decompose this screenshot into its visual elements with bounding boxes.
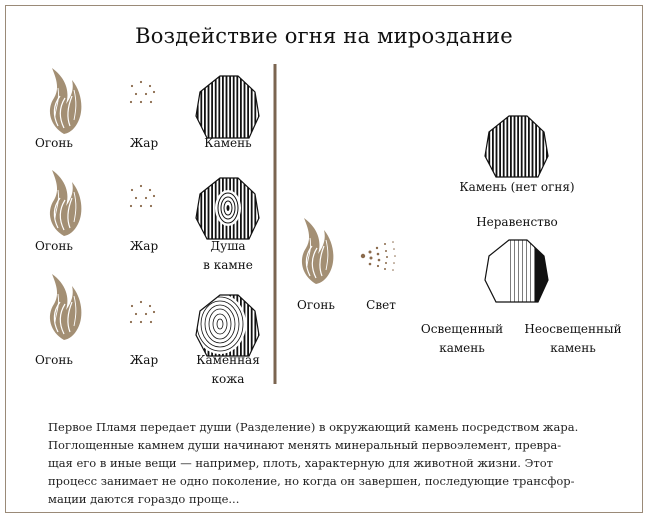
unlit-stone-label-line1: Неосвещенный bbox=[524, 322, 622, 336]
stone-skin-icon bbox=[194, 294, 259, 356]
inequality-label: Неравенство bbox=[476, 215, 558, 229]
fire-label: Огонь bbox=[35, 353, 73, 367]
fire-icon bbox=[302, 218, 333, 284]
paragraph-line: щая его в иные вещи — например, плоть, характерную для животной жизни. Этот bbox=[48, 456, 554, 470]
light-spray-icon bbox=[361, 241, 396, 271]
lit-stone-label-line2: камень bbox=[439, 341, 485, 355]
fire-icon bbox=[50, 170, 81, 236]
heat-label: Жар bbox=[129, 136, 159, 150]
stone-no-fire-label: Камень (нет огня) bbox=[459, 180, 575, 194]
unlit-stone-label-line2: камень bbox=[550, 341, 596, 355]
paragraph-line: Поглощенные камнем души начинают менять минеральный первоэлемент, превра- bbox=[48, 438, 562, 452]
light-label: Свет bbox=[366, 298, 396, 312]
stone-no-fire-icon bbox=[485, 116, 548, 177]
fire-icon bbox=[50, 274, 81, 340]
soul-in-stone-label-line2: в камне bbox=[203, 258, 253, 272]
stone-skin-label-line2: кожа bbox=[211, 372, 245, 386]
heat-dots-icon bbox=[130, 185, 155, 207]
stone-skin-label-line1: Каменная bbox=[196, 353, 260, 367]
soul-in-stone-icon bbox=[196, 178, 259, 239]
paragraph-line: процесс занимает не одно поколение, но когда он завершен, последующие трансфор- bbox=[48, 474, 575, 488]
heat-dots-icon bbox=[130, 81, 155, 103]
fire-icon bbox=[50, 68, 81, 134]
fire-label: Огонь bbox=[35, 136, 73, 150]
stone-label: Камень bbox=[204, 136, 252, 150]
heat-label: Жар bbox=[129, 353, 159, 367]
fire-label: Огонь bbox=[297, 298, 335, 312]
diagram-title: Воздействие огня на мироздание bbox=[135, 24, 513, 48]
fire-label: Огонь bbox=[35, 239, 73, 253]
description-paragraph bbox=[48, 418, 633, 508]
heat-label: Жар bbox=[129, 239, 159, 253]
lit-unlit-stone-icon bbox=[484, 238, 550, 304]
paragraph-line: мации даются гораздо проще... bbox=[48, 492, 240, 506]
stone-icon bbox=[196, 76, 259, 138]
diagram-frame bbox=[5, 5, 643, 513]
soul-in-stone-label-line1: Душа bbox=[210, 239, 246, 253]
paragraph-line: Первое Пламя передает души (Разделение) в окружающий камень посредством жара. bbox=[48, 420, 579, 434]
heat-dots-icon bbox=[130, 301, 155, 323]
lit-stone-label-line1: Освещенный bbox=[420, 322, 504, 336]
